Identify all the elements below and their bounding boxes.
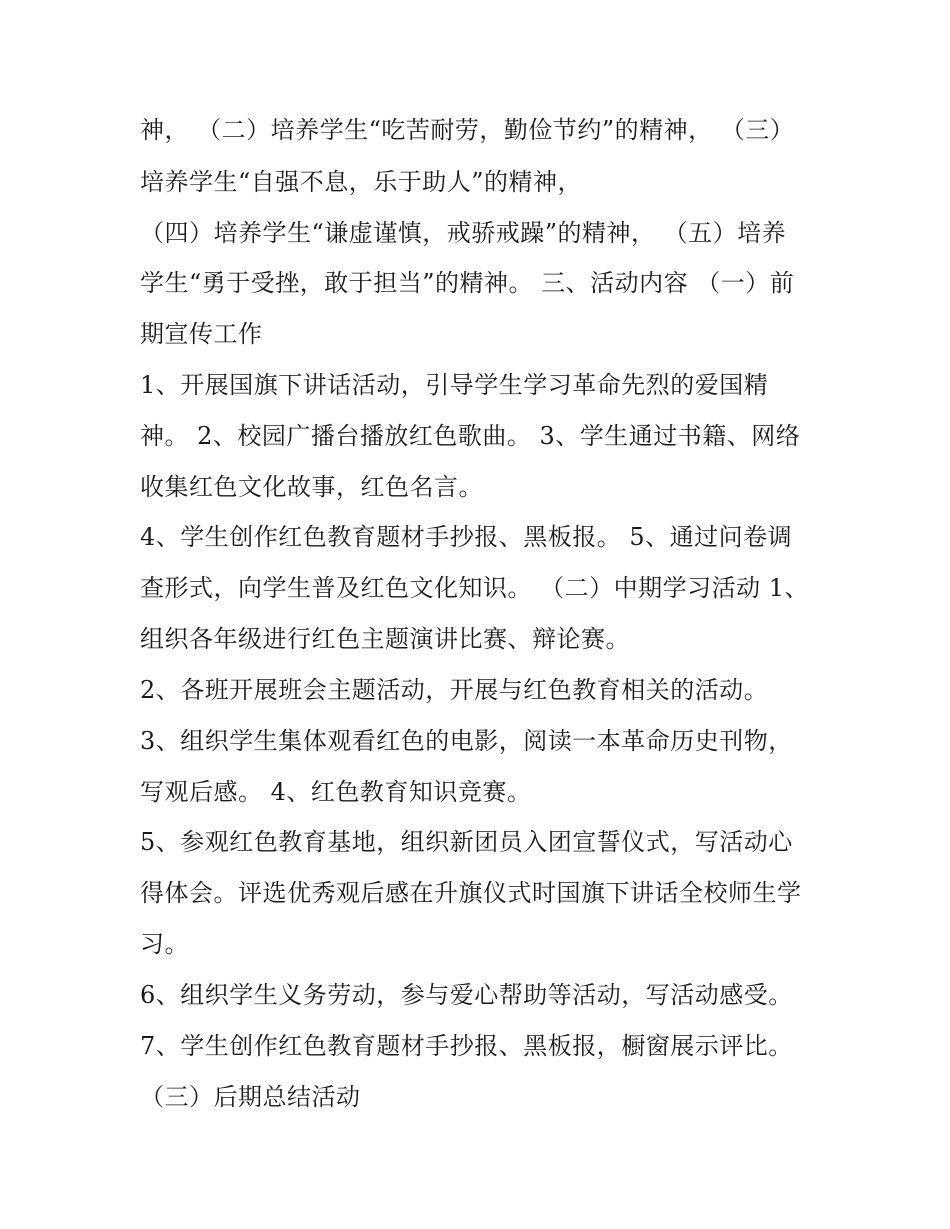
text-line: 培养学生“自强不息，乐于助人”的精神，: [140, 168, 583, 196]
text-line: 2、各班开展班会主题活动，开展与红色教育相关的活动。: [140, 676, 769, 704]
text-line: （四）培养学生“谦虚谨慎，戒骄戒躁”的精神， （五）培养: [140, 219, 787, 247]
text-line: 学生“勇于受挫，敢于担当”的精神。 三、活动内容 （一）前: [140, 269, 795, 297]
text-line: 得体会。评选优秀观后感在升旗仪式时国旗下讲话全校师生学: [140, 879, 802, 907]
text-line: （三）后期总结活动: [140, 1083, 361, 1111]
text-line: 组织各年级进行红色主题演讲比赛、辩论赛。: [140, 625, 630, 653]
text-line: 写观后感。 4、红色教育知识竞赛。: [140, 778, 532, 806]
text-line: 1、开展国旗下讲话活动，引导学生学习革命先烈的爱国精: [140, 371, 769, 399]
text-line: 习。: [140, 930, 189, 958]
text-line: 查形式，向学生普及红色文化知识。 （二）中期学习活动 1、: [140, 574, 810, 602]
text-line: 3、组织学生集体观看红色的电影，阅读一本革命历史刊物，: [140, 727, 793, 755]
text-line: 神。 2、校园广播台播放红色歌曲。 3、学生通过书籍、网络: [140, 422, 801, 450]
text-line: 4、学生创作红色教育题材手抄报、黑板报。 5、通过问卷调: [140, 523, 793, 551]
text-line: 5、参观红色教育基地，组织新团员入团宣誓仪式，写活动心: [140, 828, 793, 856]
text-line: 7、学生创作红色教育题材手抄报、黑板报，橱窗展示评比。: [140, 1032, 793, 1060]
text-line: 收集红色文化故事，红色名言。: [140, 473, 483, 501]
text-line: 6、组织学生义务劳动，参与爱心帮助等活动，写活动感受。: [140, 981, 793, 1009]
text-line: 期宣传工作: [140, 320, 263, 348]
text-line: 神， （二）培养学生“吃苦耐劳，勤俭节约”的精神， （三）: [140, 116, 795, 144]
